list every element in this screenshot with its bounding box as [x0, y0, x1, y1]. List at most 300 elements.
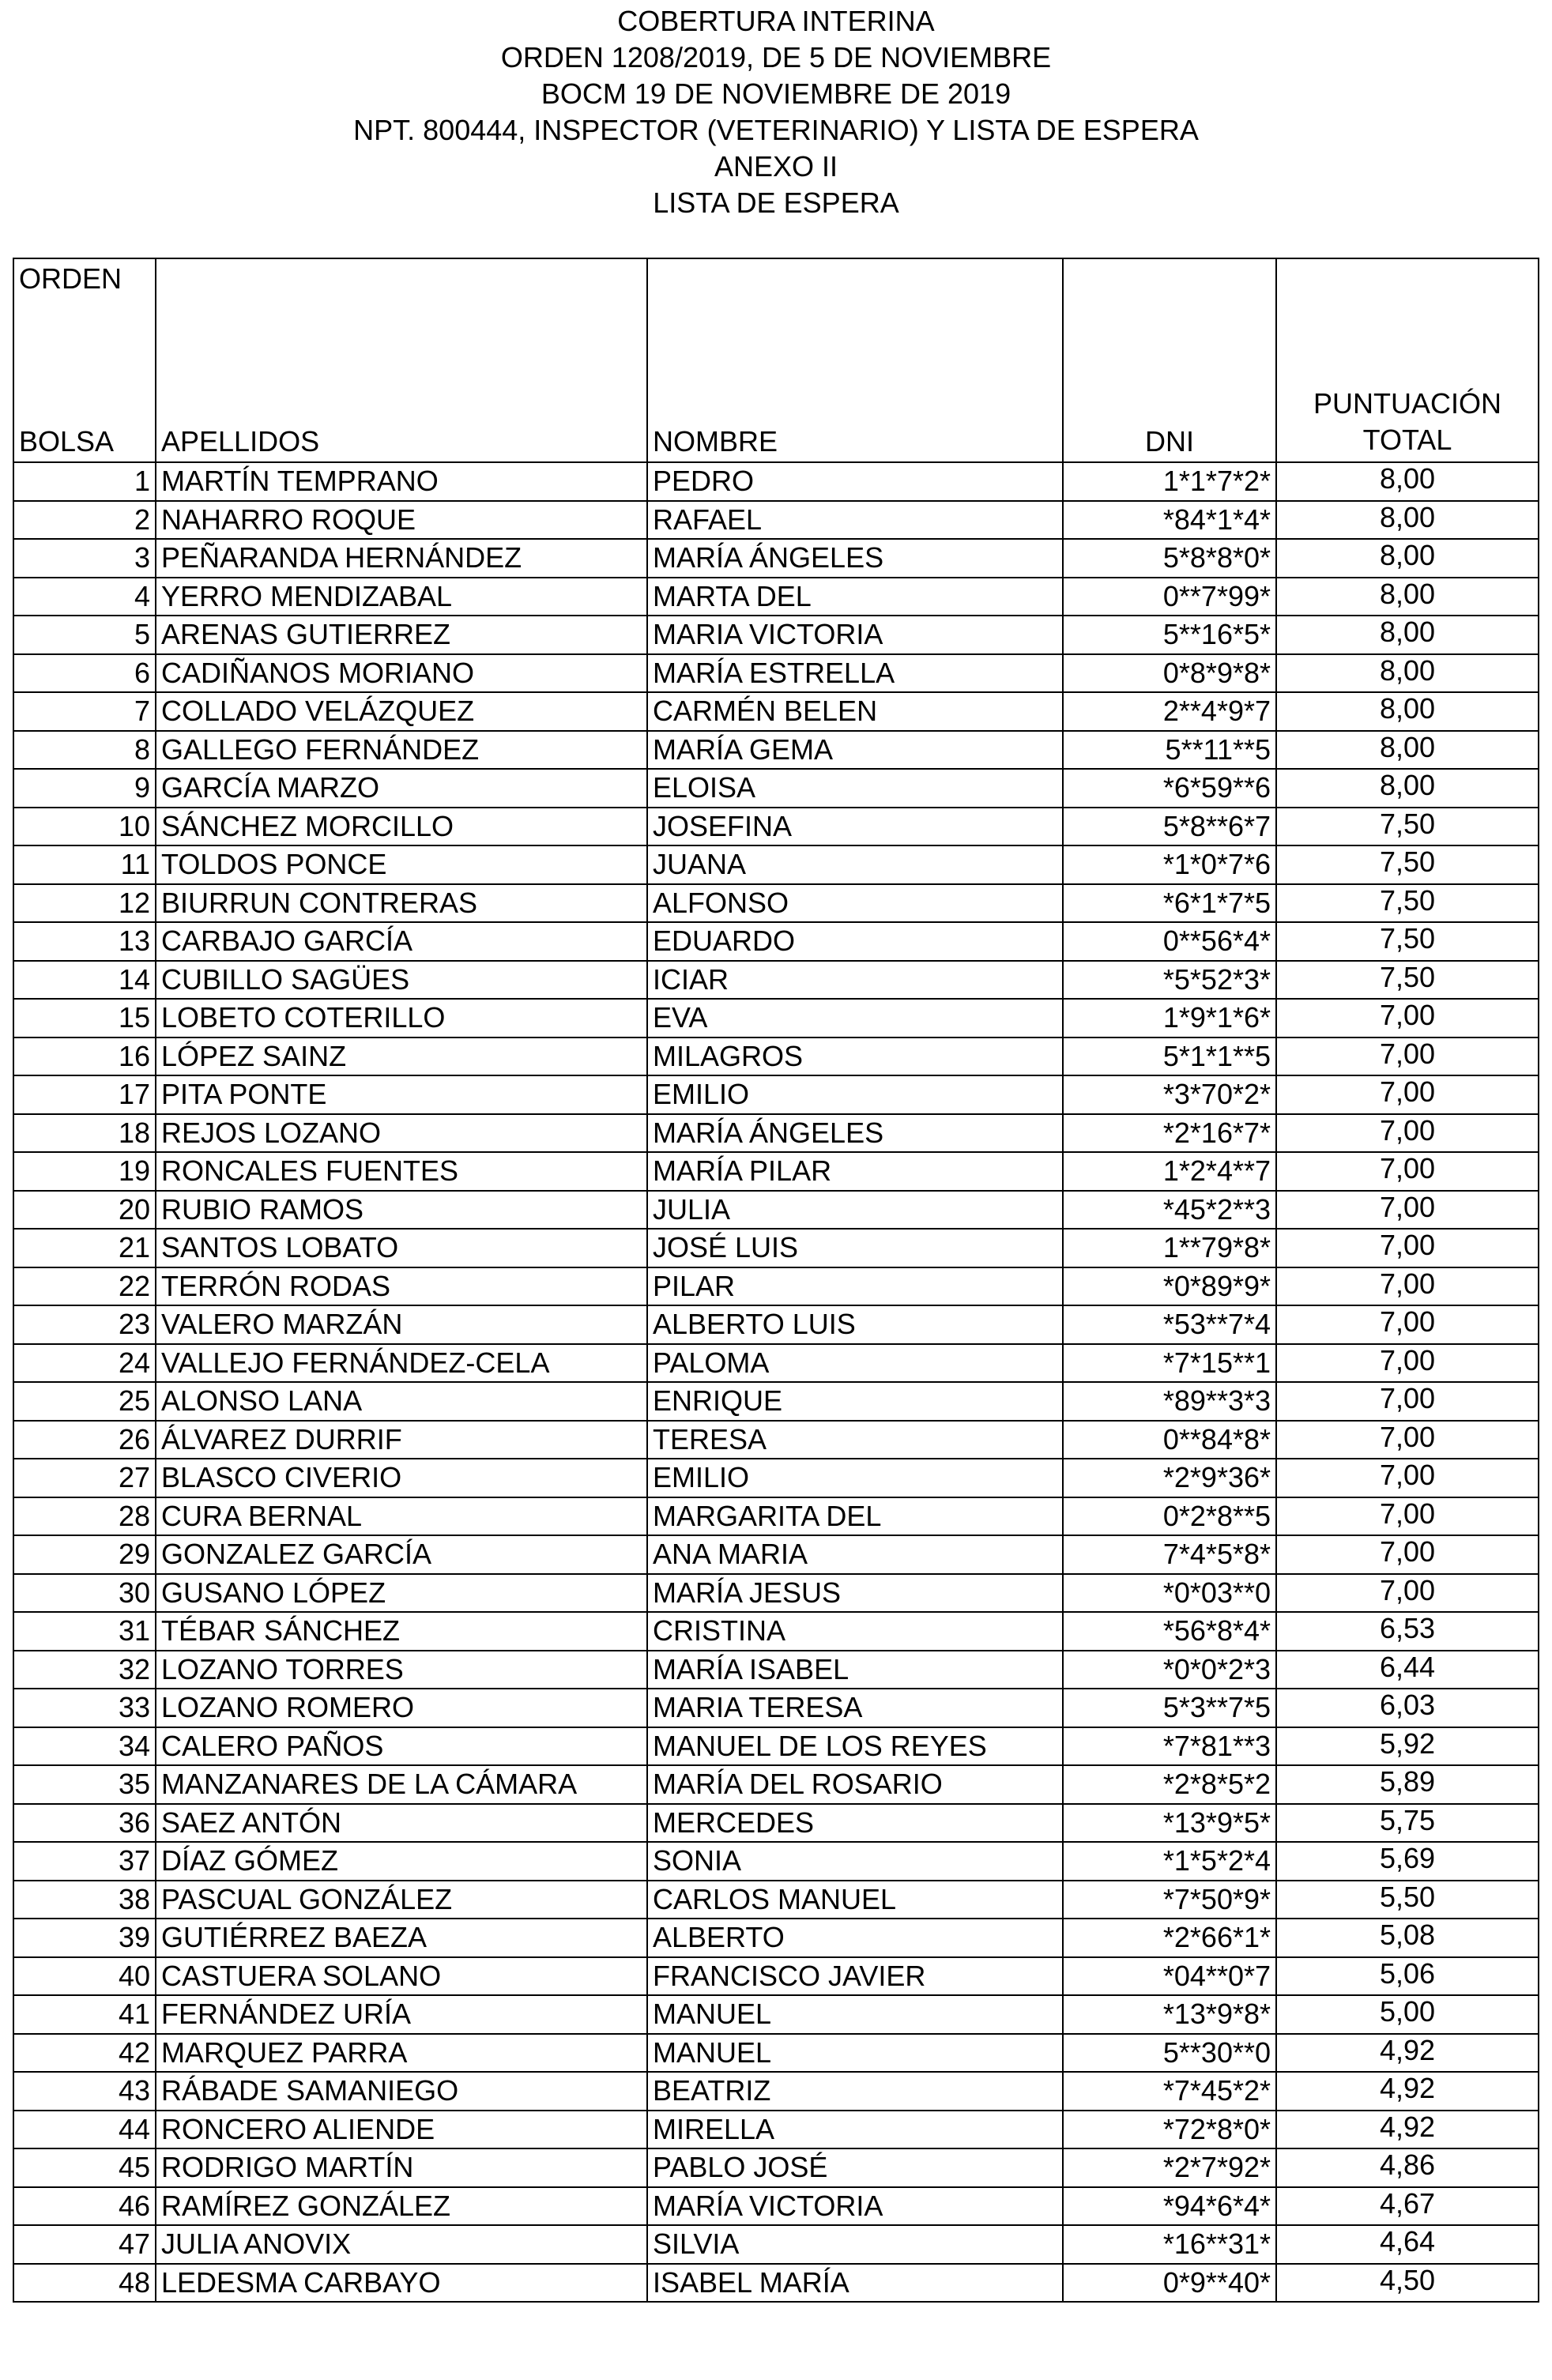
cell-nombre: MARGARITA DEL	[647, 1497, 1063, 1536]
cell-apellidos: TERRÓN RODAS	[156, 1267, 647, 1306]
table-row	[13, 1957, 1539, 1996]
table-row	[13, 1382, 1539, 1421]
cell-orden: 44	[13, 2111, 156, 2149]
cell-orden: 18	[13, 1114, 156, 1153]
cell-dni: 1**79*8*	[1063, 1229, 1276, 1267]
cell-puntuacion: 7,00	[1276, 1497, 1539, 1536]
cell-apellidos: SAEZ ANTÓN	[156, 1804, 647, 1843]
cell-puntuacion: 4,50	[1276, 2264, 1539, 2303]
cell-dni: *56*8*4*	[1063, 1612, 1276, 1651]
cell-nombre: ICIAR	[647, 961, 1063, 1000]
document-header	[0, 3, 1552, 221]
cell-orden: 6	[13, 654, 156, 693]
cell-puntuacion: 7,00	[1276, 1421, 1539, 1459]
cell-dni: *7*45*2*	[1063, 2072, 1276, 2111]
waiting-list-table	[13, 258, 1539, 2303]
cell-dni: 5*8*8*0*	[1063, 539, 1276, 578]
table-row	[13, 1075, 1539, 1114]
cell-apellidos: RONCALES FUENTES	[156, 1152, 647, 1191]
cell-apellidos: LEDESMA CARBAYO	[156, 2264, 647, 2303]
cell-puntuacion: 5,50	[1276, 1881, 1539, 1919]
cell-nombre: BEATRIZ	[647, 2072, 1063, 2111]
cell-orden: 29	[13, 1535, 156, 1574]
table-row	[13, 501, 1539, 540]
cell-orden: 12	[13, 884, 156, 923]
cell-nombre: SONIA	[647, 1842, 1063, 1881]
cell-nombre: CARLOS MANUEL	[647, 1881, 1063, 1919]
cell-nombre: EVA	[647, 999, 1063, 1037]
cell-nombre: ALBERTO	[647, 1919, 1063, 1957]
cell-orden: 14	[13, 961, 156, 1000]
cell-puntuacion: 8,00	[1276, 769, 1539, 808]
table-row	[13, 1459, 1539, 1497]
cell-puntuacion: 7,00	[1276, 1382, 1539, 1421]
table-row	[13, 1267, 1539, 1306]
cell-apellidos: GARCÍA MARZO	[156, 769, 647, 808]
cell-apellidos: YERRO MENDIZABAL	[156, 578, 647, 616]
cell-nombre: RAFAEL	[647, 501, 1063, 540]
cell-orden: 16	[13, 1037, 156, 1076]
cell-dni: 5**11**5	[1063, 731, 1276, 770]
column-header-dni: DNI	[1063, 258, 1276, 462]
header-title: COBERTURA INTERINA	[617, 5, 935, 37]
cell-orden: 3	[13, 539, 156, 578]
cell-nombre: ELOISA	[647, 769, 1063, 808]
cell-dni: 0*8*9*8*	[1063, 654, 1276, 693]
cell-puntuacion: 5,00	[1276, 1995, 1539, 2034]
cell-dni: *72*8*0*	[1063, 2111, 1276, 2149]
cell-orden: 10	[13, 808, 156, 846]
table-row	[13, 1804, 1539, 1843]
cell-apellidos: RUBIO RAMOS	[156, 1191, 647, 1230]
cell-apellidos: CASTUERA SOLANO	[156, 1957, 647, 1996]
cell-apellidos: CURA BERNAL	[156, 1497, 647, 1536]
cell-nombre: PILAR	[647, 1267, 1063, 1306]
cell-dni: *1*0*7*6	[1063, 845, 1276, 884]
cell-orden: 33	[13, 1689, 156, 1727]
cell-dni: *04**0*7	[1063, 1957, 1276, 1996]
cell-apellidos: RAMÍREZ GONZÁLEZ	[156, 2187, 647, 2226]
cell-nombre: PEDRO	[647, 462, 1063, 501]
cell-puntuacion: 8,00	[1276, 462, 1539, 501]
cell-puntuacion: 7,50	[1276, 884, 1539, 923]
table-row	[13, 616, 1539, 654]
cell-apellidos: FERNÁNDEZ URÍA	[156, 1995, 647, 2034]
cell-dni: 0*2*8**5	[1063, 1497, 1276, 1536]
table-row	[13, 1651, 1539, 1689]
table-row	[13, 1037, 1539, 1076]
cell-apellidos: DÍAZ GÓMEZ	[156, 1842, 647, 1881]
cell-orden: 41	[13, 1995, 156, 2034]
cell-apellidos: MARQUEZ PARRA	[156, 2034, 647, 2073]
cell-orden: 35	[13, 1765, 156, 1804]
cell-dni: 5**30**0	[1063, 2034, 1276, 2073]
cell-nombre: JOSEFINA	[647, 808, 1063, 846]
cell-nombre: MERCEDES	[647, 1804, 1063, 1843]
cell-dni: *0*03**0	[1063, 1574, 1276, 1613]
cell-dni: *0*89*9*	[1063, 1267, 1276, 1306]
cell-dni: *94*6*4*	[1063, 2187, 1276, 2226]
table-header-row	[13, 258, 1539, 462]
column-header-apellidos: APELLIDOS	[156, 258, 647, 462]
table-row	[13, 692, 1539, 731]
cell-puntuacion: 7,00	[1276, 1535, 1539, 1574]
cell-nombre: MARÍA JESUS	[647, 1574, 1063, 1613]
table-row	[13, 1421, 1539, 1459]
cell-puntuacion: 5,92	[1276, 1727, 1539, 1766]
cell-orden: 17	[13, 1075, 156, 1114]
cell-dni: *84*1*4*	[1063, 501, 1276, 540]
cell-orden: 46	[13, 2187, 156, 2226]
cell-nombre: JUANA	[647, 845, 1063, 884]
cell-puntuacion: 7,00	[1276, 1574, 1539, 1613]
header-order-reference: ORDEN 1208/2019, DE 5 DE NOVIEMBRE	[500, 41, 1052, 73]
cell-apellidos: LOZANO ROMERO	[156, 1689, 647, 1727]
table-row	[13, 1842, 1539, 1881]
cell-nombre: MARÍA PILAR	[647, 1152, 1063, 1191]
cell-apellidos: CADIÑANOS MORIANO	[156, 654, 647, 693]
cell-dni: *89**3*3	[1063, 1382, 1276, 1421]
cell-puntuacion: 7,00	[1276, 1114, 1539, 1153]
cell-orden: 38	[13, 1881, 156, 1919]
header-npt-reference: NPT. 800444, INSPECTOR (VETERINARIO) Y LISTA DE ESPERA	[353, 114, 1199, 146]
cell-orden: 22	[13, 1267, 156, 1306]
table-body	[13, 462, 1539, 2302]
cell-orden: 11	[13, 845, 156, 884]
column-header-orden	[13, 258, 156, 462]
column-header-orden-label: ORDEN	[19, 262, 122, 295]
cell-nombre: EDUARDO	[647, 922, 1063, 961]
cell-apellidos: LOBETO COTERILLO	[156, 999, 647, 1037]
table-row	[13, 769, 1539, 808]
cell-apellidos: CALERO PAÑOS	[156, 1727, 647, 1766]
table-row	[13, 2225, 1539, 2264]
cell-orden: 1	[13, 462, 156, 501]
cell-orden: 2	[13, 501, 156, 540]
cell-puntuacion: 7,00	[1276, 1229, 1539, 1267]
cell-puntuacion: 4,86	[1276, 2148, 1539, 2187]
cell-dni: *6*59**6	[1063, 769, 1276, 808]
table-row	[13, 2148, 1539, 2187]
cell-nombre: SILVIA	[647, 2225, 1063, 2264]
table-row	[13, 2187, 1539, 2226]
cell-dni: *6*1*7*5	[1063, 884, 1276, 923]
cell-nombre: MANUEL	[647, 1995, 1063, 2034]
cell-apellidos: VALLEJO FERNÁNDEZ-CELA	[156, 1344, 647, 1383]
cell-orden: 20	[13, 1191, 156, 1230]
cell-puntuacion: 7,00	[1276, 1037, 1539, 1076]
cell-nombre: MARÍA GEMA	[647, 731, 1063, 770]
cell-dni: 1*2*4**7	[1063, 1152, 1276, 1191]
column-header-puntuacion-line1: PUNTUACIÓN	[1313, 387, 1501, 420]
cell-orden: 9	[13, 769, 156, 808]
cell-orden: 31	[13, 1612, 156, 1651]
cell-puntuacion: 8,00	[1276, 616, 1539, 654]
cell-orden: 21	[13, 1229, 156, 1267]
cell-puntuacion: 7,00	[1276, 1075, 1539, 1114]
cell-apellidos: BLASCO CIVERIO	[156, 1459, 647, 1497]
table-row	[13, 1995, 1539, 2034]
cell-orden: 48	[13, 2264, 156, 2303]
cell-orden: 8	[13, 731, 156, 770]
table-row	[13, 922, 1539, 961]
table-row	[13, 1344, 1539, 1383]
cell-apellidos: PITA PONTE	[156, 1075, 647, 1114]
cell-puntuacion: 4,67	[1276, 2187, 1539, 2226]
cell-puntuacion: 4,92	[1276, 2072, 1539, 2111]
cell-orden: 40	[13, 1957, 156, 1996]
cell-puntuacion: 7,00	[1276, 1459, 1539, 1497]
cell-orden: 43	[13, 2072, 156, 2111]
header-annex: ANEXO II	[714, 150, 838, 183]
column-header-puntuacion-line2: TOTAL	[1362, 424, 1452, 456]
cell-orden: 4	[13, 578, 156, 616]
cell-dni: *13*9*5*	[1063, 1804, 1276, 1843]
table-row	[13, 1114, 1539, 1153]
cell-dni: 0**56*4*	[1063, 922, 1276, 961]
cell-orden: 36	[13, 1804, 156, 1843]
cell-nombre: ANA MARIA	[647, 1535, 1063, 1574]
cell-nombre: MARÍA ESTRELLA	[647, 654, 1063, 693]
table-row	[13, 961, 1539, 1000]
table-row	[13, 1881, 1539, 1919]
cell-apellidos: CARBAJO GARCÍA	[156, 922, 647, 961]
cell-puntuacion: 8,00	[1276, 578, 1539, 616]
cell-apellidos: RODRIGO MARTÍN	[156, 2148, 647, 2187]
cell-puntuacion: 4,92	[1276, 2034, 1539, 2073]
table-row	[13, 1612, 1539, 1651]
cell-dni: *0*0*2*3	[1063, 1651, 1276, 1689]
table-row	[13, 462, 1539, 501]
cell-apellidos: BIURRUN CONTRERAS	[156, 884, 647, 923]
cell-apellidos: SANTOS LOBATO	[156, 1229, 647, 1267]
cell-nombre: FRANCISCO JAVIER	[647, 1957, 1063, 1996]
cell-puntuacion: 8,00	[1276, 731, 1539, 770]
cell-nombre: MIRELLA	[647, 2111, 1063, 2149]
cell-dni: *2*66*1*	[1063, 1919, 1276, 1957]
cell-orden: 45	[13, 2148, 156, 2187]
column-header-puntuacion	[1276, 258, 1539, 462]
table-row	[13, 845, 1539, 884]
table-row	[13, 539, 1539, 578]
cell-orden: 15	[13, 999, 156, 1037]
cell-apellidos: LÓPEZ SAINZ	[156, 1037, 647, 1076]
column-header-bolsa-label: BOLSA	[19, 425, 115, 458]
cell-puntuacion: 5,06	[1276, 1957, 1539, 1996]
cell-apellidos: MANZANARES DE LA CÁMARA	[156, 1765, 647, 1804]
cell-nombre: MARÍA ÁNGELES	[647, 1114, 1063, 1153]
cell-dni: *45*2**3	[1063, 1191, 1276, 1230]
cell-apellidos: VALERO MARZÁN	[156, 1305, 647, 1344]
table-row	[13, 1191, 1539, 1230]
cell-dni: 1*1*7*2*	[1063, 462, 1276, 501]
cell-orden: 5	[13, 616, 156, 654]
cell-dni: *2*7*92*	[1063, 2148, 1276, 2187]
cell-puntuacion: 5,08	[1276, 1919, 1539, 1957]
cell-dni: *2*16*7*	[1063, 1114, 1276, 1153]
cell-puntuacion: 6,03	[1276, 1689, 1539, 1727]
table-row	[13, 2034, 1539, 2073]
cell-dni: 0*9**40*	[1063, 2264, 1276, 2303]
cell-apellidos: PEÑARANDA HERNÁNDEZ	[156, 539, 647, 578]
cell-nombre: CRISTINA	[647, 1612, 1063, 1651]
table-row	[13, 1305, 1539, 1344]
cell-nombre: ISABEL MARÍA	[647, 2264, 1063, 2303]
table-row	[13, 1574, 1539, 1613]
cell-dni: 0**84*8*	[1063, 1421, 1276, 1459]
cell-nombre: MARÍA ISABEL	[647, 1651, 1063, 1689]
cell-nombre: MARÍA ÁNGELES	[647, 539, 1063, 578]
cell-nombre: MILAGROS	[647, 1037, 1063, 1076]
cell-dni: 5*1*1**5	[1063, 1037, 1276, 1076]
cell-nombre: MARÍA VICTORIA	[647, 2187, 1063, 2226]
cell-orden: 30	[13, 1574, 156, 1613]
cell-dni: 5**16*5*	[1063, 616, 1276, 654]
cell-orden: 39	[13, 1919, 156, 1957]
cell-puntuacion: 7,00	[1276, 1344, 1539, 1383]
table-row	[13, 1152, 1539, 1191]
cell-dni: *53**7*4	[1063, 1305, 1276, 1344]
cell-dni: 0**7*99*	[1063, 578, 1276, 616]
cell-dni: 2**4*9*7	[1063, 692, 1276, 731]
cell-orden: 25	[13, 1382, 156, 1421]
cell-puntuacion: 8,00	[1276, 501, 1539, 540]
cell-orden: 32	[13, 1651, 156, 1689]
cell-apellidos: LOZANO TORRES	[156, 1651, 647, 1689]
cell-orden: 19	[13, 1152, 156, 1191]
cell-apellidos: GUSANO LÓPEZ	[156, 1574, 647, 1613]
cell-puntuacion: 7,50	[1276, 922, 1539, 961]
column-header-nombre: NOMBRE	[647, 258, 1063, 462]
cell-nombre: JULIA	[647, 1191, 1063, 1230]
cell-nombre: PALOMA	[647, 1344, 1063, 1383]
cell-puntuacion: 7,00	[1276, 1267, 1539, 1306]
cell-apellidos: ÁLVAREZ DURRIF	[156, 1421, 647, 1459]
header-list-title: LISTA DE ESPERA	[653, 186, 899, 219]
cell-apellidos: GUTIÉRREZ BAEZA	[156, 1919, 647, 1957]
cell-dni: *2*8*5*2	[1063, 1765, 1276, 1804]
cell-puntuacion: 7,00	[1276, 1191, 1539, 1230]
cell-orden: 27	[13, 1459, 156, 1497]
table-row	[13, 1535, 1539, 1574]
cell-dni: 5*3**7*5	[1063, 1689, 1276, 1727]
table-row	[13, 654, 1539, 693]
cell-dni: *16**31*	[1063, 2225, 1276, 2264]
cell-dni: *3*70*2*	[1063, 1075, 1276, 1114]
cell-dni: *7*50*9*	[1063, 1881, 1276, 1919]
cell-orden: 13	[13, 922, 156, 961]
cell-nombre: JOSÉ LUIS	[647, 1229, 1063, 1267]
cell-apellidos: RONCERO ALIENDE	[156, 2111, 647, 2149]
cell-dni: *7*15**1	[1063, 1344, 1276, 1383]
table-row	[13, 2072, 1539, 2111]
cell-apellidos: ALONSO LANA	[156, 1382, 647, 1421]
cell-puntuacion: 7,50	[1276, 808, 1539, 846]
cell-nombre: ALBERTO LUIS	[647, 1305, 1063, 1344]
table-row	[13, 2264, 1539, 2303]
header-bocm-reference: BOCM 19 DE NOVIEMBRE DE 2019	[541, 77, 1011, 110]
cell-nombre: CARMÉN BELEN	[647, 692, 1063, 731]
cell-dni: *7*81**3	[1063, 1727, 1276, 1766]
table-row	[13, 1727, 1539, 1766]
cell-nombre: MARÍA DEL ROSARIO	[647, 1765, 1063, 1804]
cell-nombre: MARIA VICTORIA	[647, 616, 1063, 654]
cell-apellidos: NAHARRO ROQUE	[156, 501, 647, 540]
table-row	[13, 2111, 1539, 2149]
cell-nombre: ENRIQUE	[647, 1382, 1063, 1421]
cell-puntuacion: 8,00	[1276, 539, 1539, 578]
cell-apellidos: JULIA ANOVIX	[156, 2225, 647, 2264]
table-row	[13, 1497, 1539, 1536]
cell-dni: *5*52*3*	[1063, 961, 1276, 1000]
cell-dni: 7*4*5*8*	[1063, 1535, 1276, 1574]
cell-orden: 34	[13, 1727, 156, 1766]
cell-dni: *2*9*36*	[1063, 1459, 1276, 1497]
cell-puntuacion: 7,00	[1276, 1305, 1539, 1344]
cell-orden: 42	[13, 2034, 156, 2073]
cell-puntuacion: 4,92	[1276, 2111, 1539, 2149]
cell-orden: 26	[13, 1421, 156, 1459]
cell-puntuacion: 7,50	[1276, 845, 1539, 884]
cell-puntuacion: 7,00	[1276, 999, 1539, 1037]
cell-apellidos: CUBILLO SAGÜES	[156, 961, 647, 1000]
table-row	[13, 578, 1539, 616]
table-row	[13, 1689, 1539, 1727]
table-row	[13, 1229, 1539, 1267]
cell-orden: 24	[13, 1344, 156, 1383]
cell-apellidos: SÁNCHEZ MORCILLO	[156, 808, 647, 846]
table-row	[13, 1919, 1539, 1957]
table-row	[13, 731, 1539, 770]
cell-nombre: EMILIO	[647, 1075, 1063, 1114]
cell-nombre: MARIA TERESA	[647, 1689, 1063, 1727]
cell-nombre: PABLO JOSÉ	[647, 2148, 1063, 2187]
table-row	[13, 999, 1539, 1037]
cell-puntuacion: 5,69	[1276, 1842, 1539, 1881]
cell-orden: 7	[13, 692, 156, 731]
cell-puntuacion: 5,89	[1276, 1765, 1539, 1804]
cell-nombre: MARTA DEL	[647, 578, 1063, 616]
cell-orden: 28	[13, 1497, 156, 1536]
cell-apellidos: PASCUAL GONZÁLEZ	[156, 1881, 647, 1919]
cell-nombre: TERESA	[647, 1421, 1063, 1459]
cell-nombre: MANUEL	[647, 2034, 1063, 2073]
table-row	[13, 1765, 1539, 1804]
cell-apellidos: COLLADO VELÁZQUEZ	[156, 692, 647, 731]
cell-dni: 5*8**6*7	[1063, 808, 1276, 846]
cell-puntuacion: 8,00	[1276, 692, 1539, 731]
cell-puntuacion: 6,44	[1276, 1651, 1539, 1689]
cell-dni: *1*5*2*4	[1063, 1842, 1276, 1881]
cell-apellidos: MARTÍN TEMPRANO	[156, 462, 647, 501]
cell-puntuacion: 7,00	[1276, 1152, 1539, 1191]
cell-apellidos: REJOS LOZANO	[156, 1114, 647, 1153]
cell-apellidos: GALLEGO FERNÁNDEZ	[156, 731, 647, 770]
table-row	[13, 808, 1539, 846]
cell-dni: 1*9*1*6*	[1063, 999, 1276, 1037]
cell-orden: 23	[13, 1305, 156, 1344]
cell-orden: 47	[13, 2225, 156, 2264]
cell-orden: 37	[13, 1842, 156, 1881]
cell-apellidos: TOLDOS PONCE	[156, 845, 647, 884]
cell-apellidos: RÁBADE SAMANIEGO	[156, 2072, 647, 2111]
cell-apellidos: ARENAS GUTIERREZ	[156, 616, 647, 654]
cell-nombre: MANUEL DE LOS REYES	[647, 1727, 1063, 1766]
table-row	[13, 884, 1539, 923]
cell-nombre: ALFONSO	[647, 884, 1063, 923]
cell-apellidos: TÉBAR SÁNCHEZ	[156, 1612, 647, 1651]
cell-puntuacion: 4,64	[1276, 2225, 1539, 2264]
